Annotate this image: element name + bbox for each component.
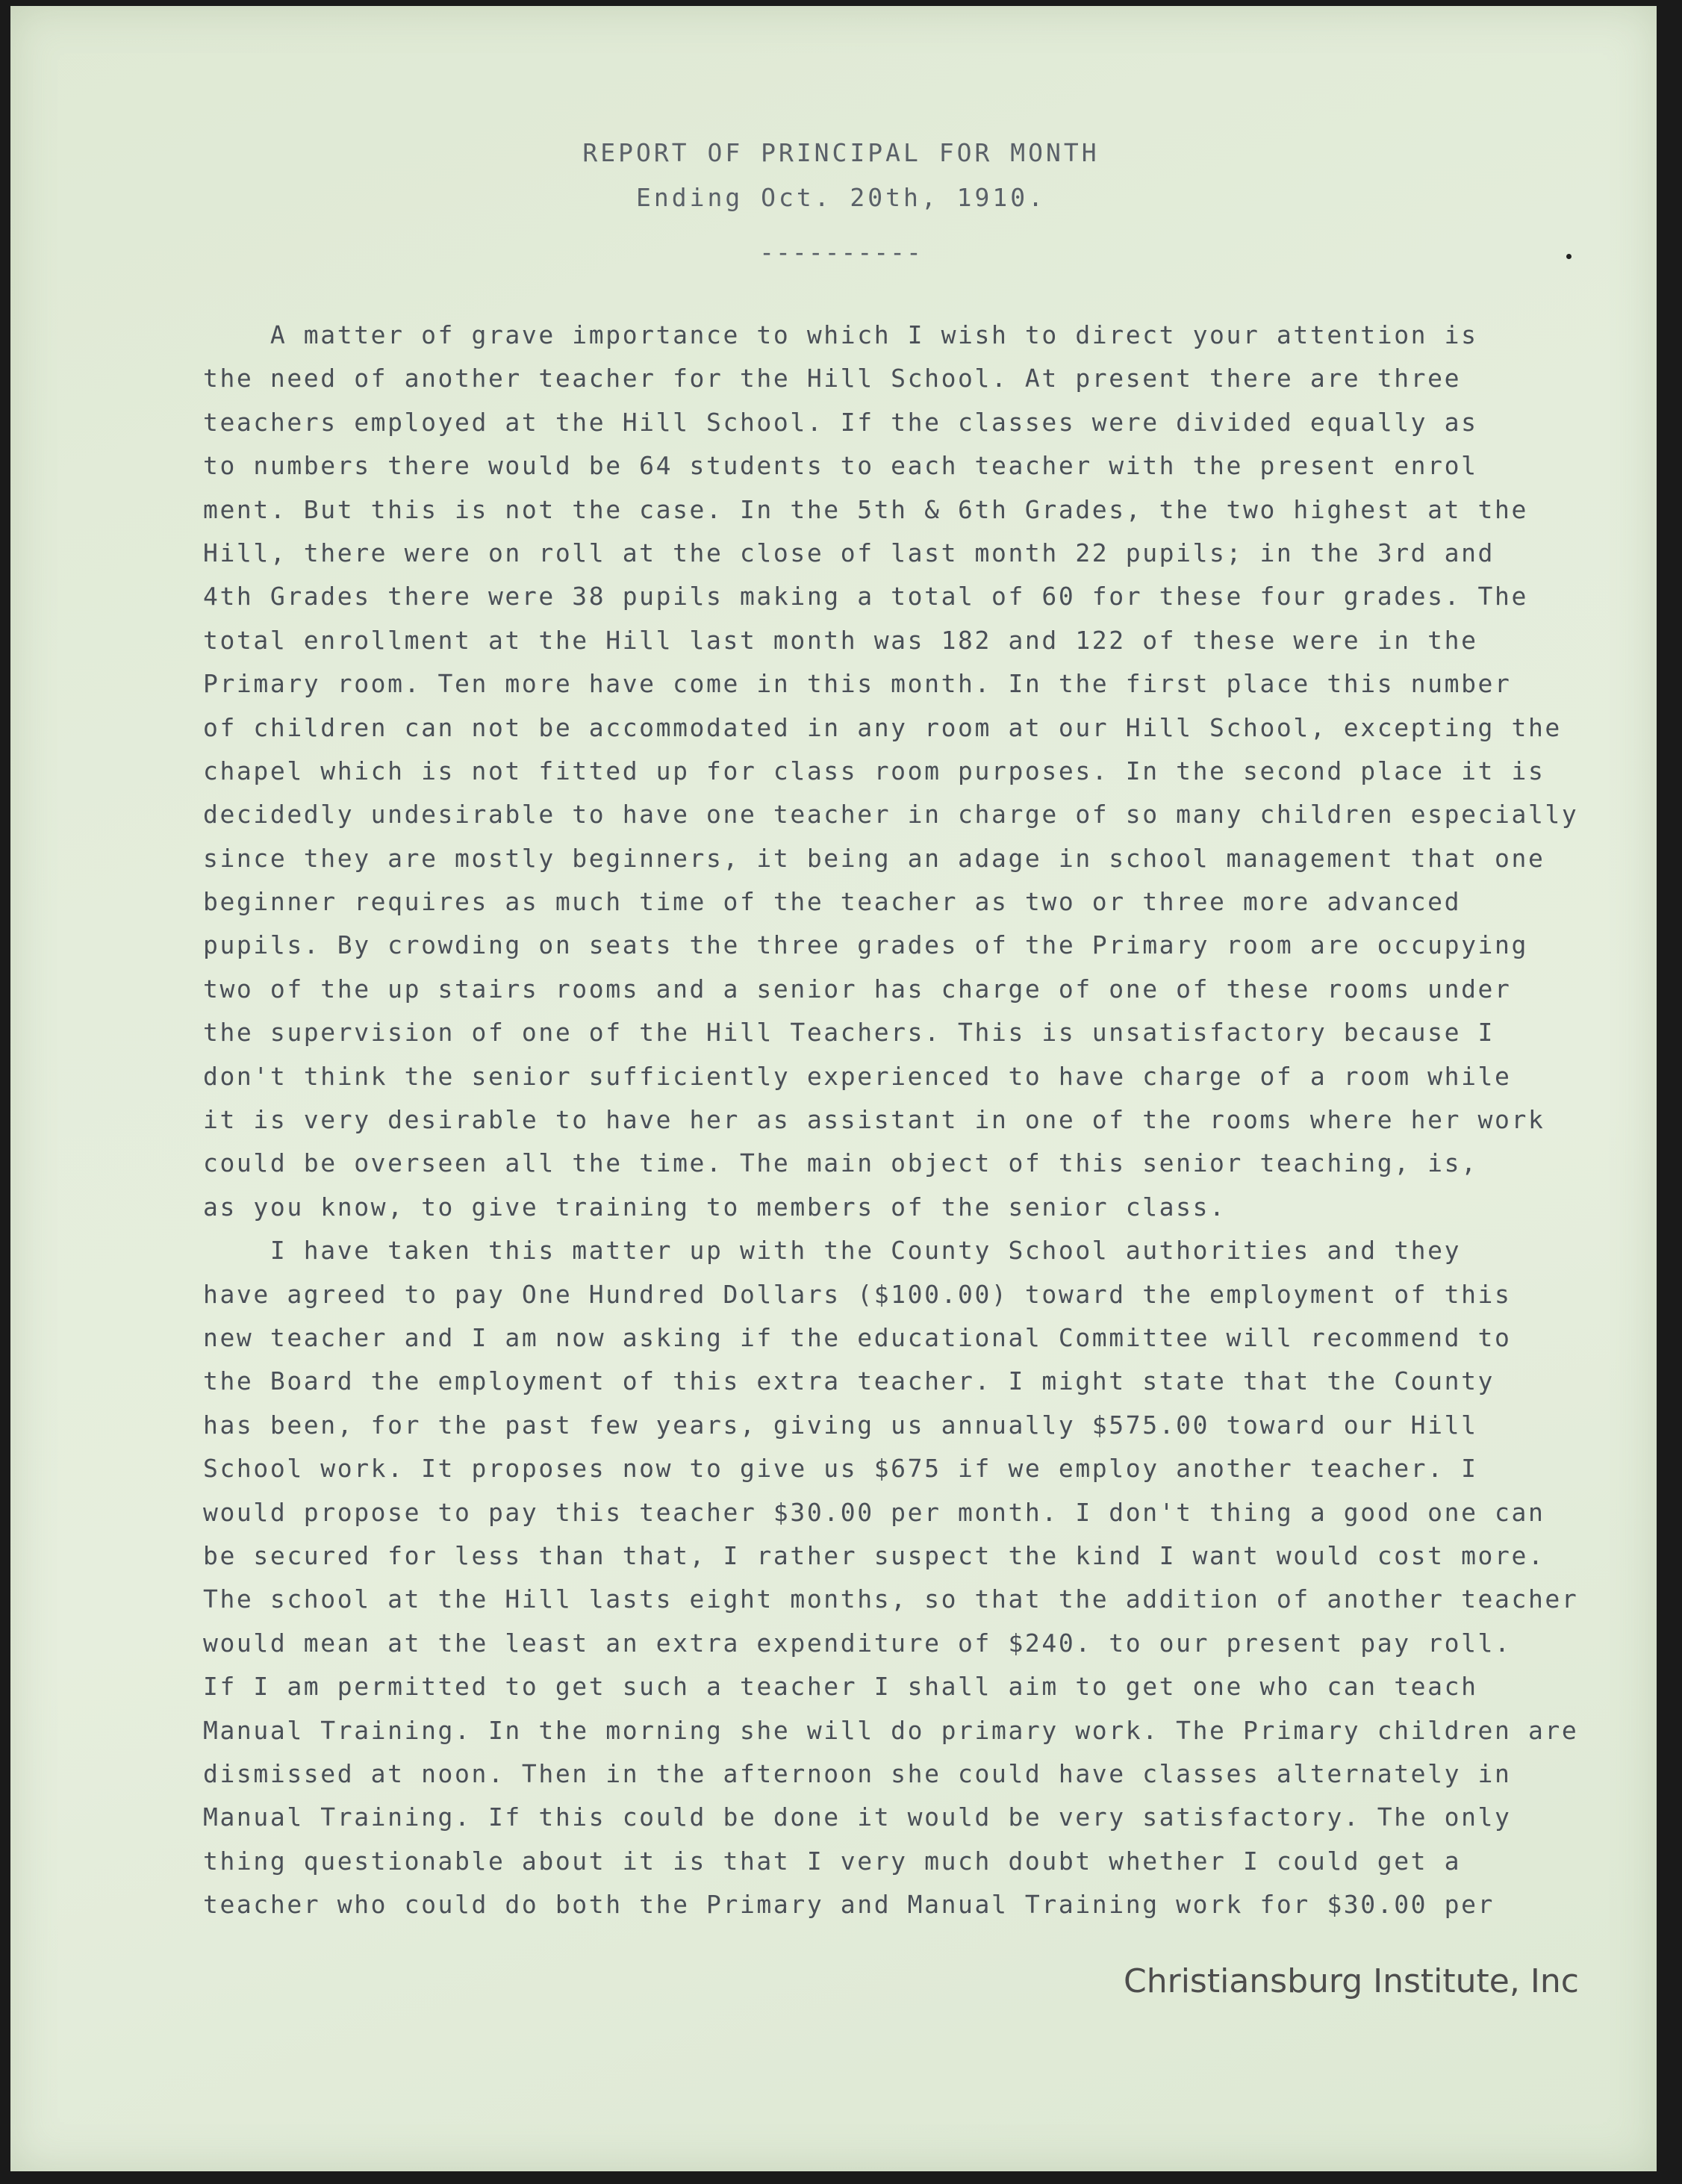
body-line: would propose to pay this teacher $30.00 per month. I don't thing a good one can	[203, 1497, 1545, 1527]
body-line: ment. But this is not the case. In the 5th & 6th Grades, the two highest at the	[203, 494, 1528, 524]
body-line: pupils. By crowding on seats the three grades of the Primary room are occupying	[203, 930, 1528, 960]
body-line: thing questionable about it is that I very much doubt whether I could get a	[203, 1846, 1462, 1876]
body-line: Manual Training. In the morning she will do primary work. The Primary children are	[203, 1715, 1579, 1745]
body-line: School work. It proposes now to give us $675 if we employ another teacher. I	[203, 1454, 1478, 1484]
body-line: If I am permitted to get such a teacher I shall aim to get one who can teach	[203, 1672, 1478, 1702]
body-line: as you know, to give training to members of the senior class.	[203, 1192, 1227, 1222]
body-line: the supervision of one of the Hill Teachers. This is unsatisfactory because I	[203, 1018, 1495, 1048]
body-line: could be overseen all the time. The main object of this senior teaching, is,	[203, 1148, 1478, 1178]
body-line: since they are mostly beginners, it being an adage in school management that one	[203, 843, 1545, 873]
body-line: to numbers there would be 64 students to each teacher with the present enrol	[203, 451, 1478, 481]
report-title: REPORT OF PRINCIPAL FOR MONTH	[582, 138, 1100, 167]
body-line: dismissed at noon. Then in the afternoon she could have classes alternately in	[203, 1758, 1512, 1788]
body-line: I have taken this matter up with the County School authorities and they	[203, 1236, 1462, 1266]
body-line: teachers employed at the Hill School. If the classes were divided equally as	[203, 407, 1478, 437]
body-line: 4th Grades there were 38 pupils making a total of 60 for these four grades. The	[203, 582, 1528, 612]
body-line: Manual Training. If this could be done it would be very satisfactory. The only	[203, 1802, 1512, 1832]
body-line: decidedly undesirable to have one teacher in charge of so many children especially	[203, 800, 1579, 830]
body-line: two of the up stairs rooms and a senior has charge of one of these rooms under	[203, 974, 1512, 1004]
body-line: would mean at the least an extra expenditure of $240. to our present pay roll.	[203, 1628, 1512, 1658]
body-line: A matter of grave importance to which I wish to direct your attention is	[203, 320, 1478, 349]
title-rule: ----------	[759, 237, 923, 267]
body-line: the need of another teacher for the Hill School. At present there are three	[203, 364, 1462, 393]
body-line: beginner requires as much time of the teacher as two or three more advanced	[203, 887, 1462, 917]
body-line: Primary room. Ten more have come in this month. In the first place this number	[203, 669, 1512, 699]
body-line: The school at the Hill lasts eight months, so that the addition of another teacher	[203, 1584, 1579, 1614]
body-line: the Board the employment of this extra teacher. I might state that the County	[203, 1366, 1495, 1396]
body-line: be secured for less than that, I rather suspect the kind I want would cost more.	[203, 1540, 1545, 1570]
body-line: teacher who could do both the Primary and Manual Training work for $30.00 per	[203, 1890, 1495, 1920]
body-line: of children can not be accommodated in any room at our Hill School, excepting the	[203, 712, 1562, 742]
body-line: it is very desirable to have her as assistant in one of the rooms where her work	[203, 1105, 1545, 1135]
report-date: Ending Oct. 20th, 1910.	[636, 183, 1046, 212]
ink-dot	[1566, 254, 1572, 259]
body-line: total enrollment at the Hill last month was 182 and 122 of these were in the	[203, 625, 1478, 655]
body-line: don't think the senior sufficiently experienced to have charge of a room while	[203, 1061, 1512, 1091]
body-line: chapel which is not fitted up for class room purposes. In the second place it is	[203, 756, 1545, 785]
body-line: Hill, there were on roll at the close of last month 22 pupils; in the 3rd and	[203, 538, 1495, 567]
archive-watermark: Christiansburg Institute, Inc	[1124, 1962, 1579, 2000]
body-line: new teacher and I am now asking if the educational Committee will recommend to	[203, 1322, 1512, 1352]
body-line: have agreed to pay One Hundred Dollars ($100.00) toward the employment of this	[203, 1279, 1512, 1309]
body-line: has been, for the past few years, giving us annually $575.00 toward our Hill	[203, 1410, 1478, 1440]
report-body	[203, 314, 1666, 1926]
